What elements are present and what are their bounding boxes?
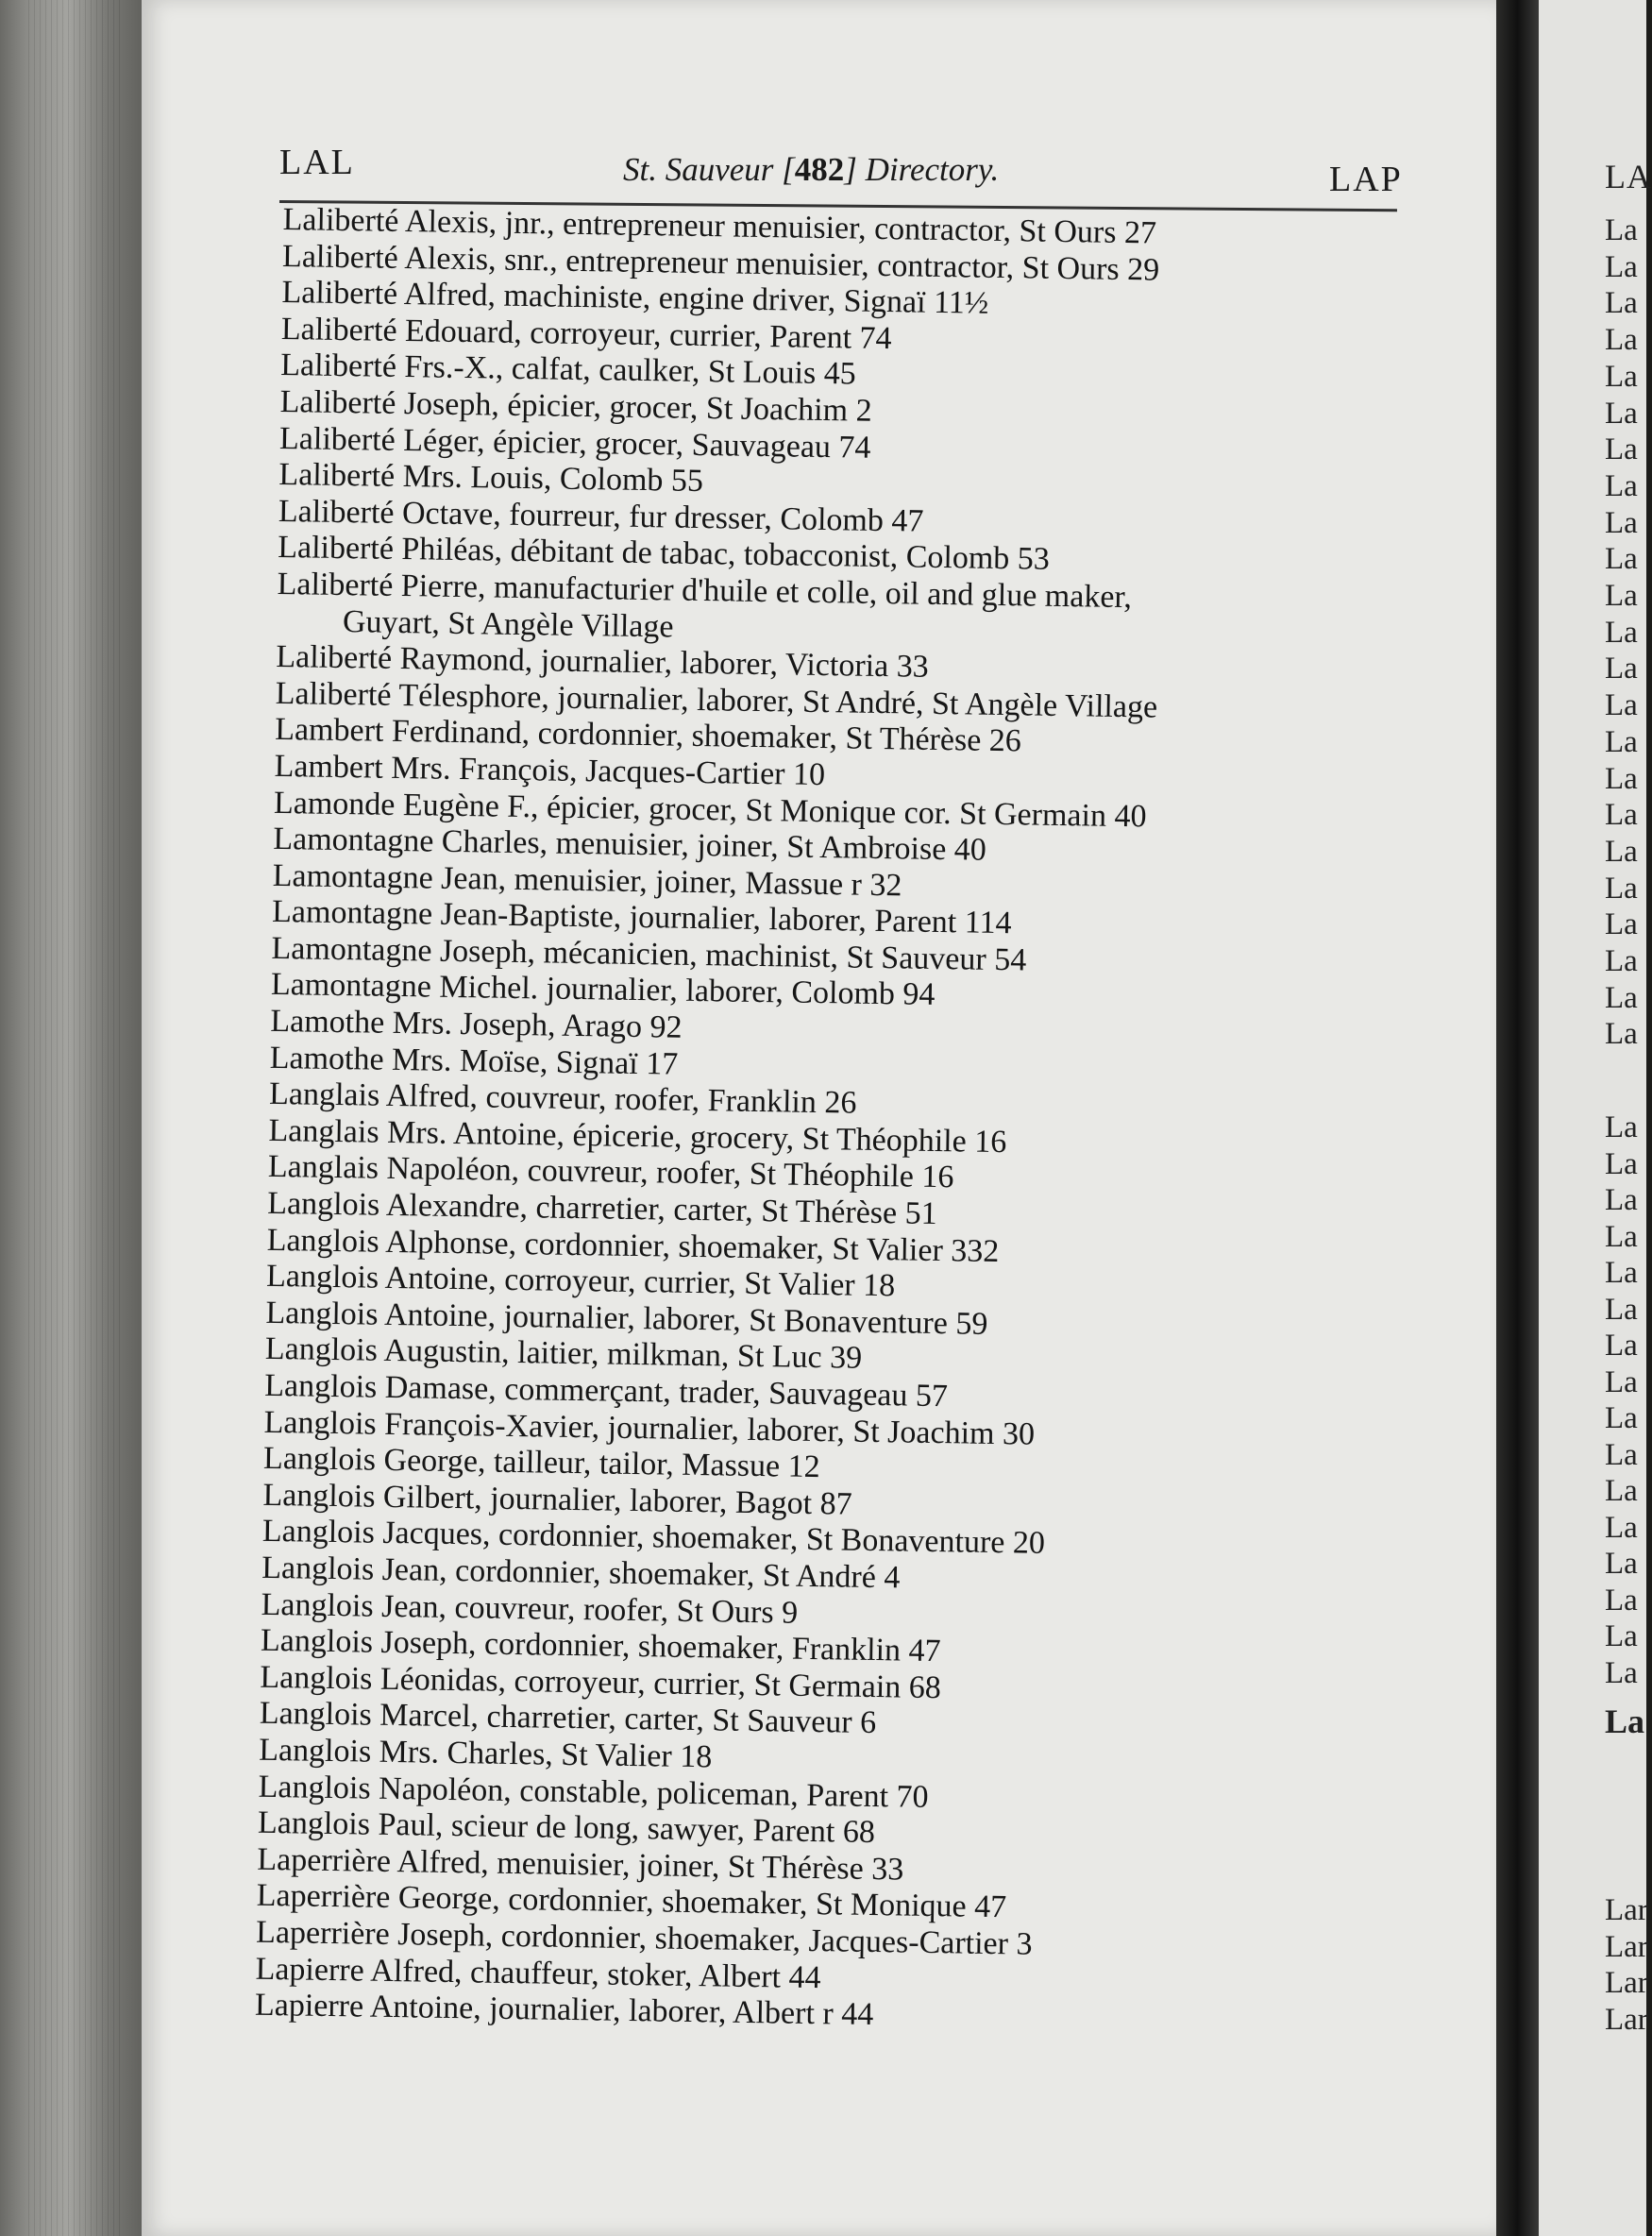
facing-page-entry-fragment: La (1605, 724, 1638, 759)
facing-page-entry-fragment: La (1605, 1510, 1638, 1545)
directory-entry: Laliberté Alfred, machiniste, engine driver, Signaï 11½ (281, 275, 989, 321)
directory-entry: Lamontagne Joseph, mécanicien, machinist, St Sauveur 54 (271, 930, 1027, 978)
directory-entry: Langlois Alphonse, cordonnier, shoemaker, St Valier 332 (266, 1222, 1000, 1269)
directory-entry: Langlois François-Xavier, journalier, laborer, St Joachim 30 (263, 1404, 1036, 1452)
page-number: 482 (794, 151, 845, 188)
facing-page-entry-fragment: La (1605, 468, 1638, 503)
facing-page-entry-fragment: La (1605, 213, 1638, 247)
directory-entry: Langlois Napoléon, constable, policeman, Parent 70 (258, 1769, 929, 1815)
directory-entry: Lamothe Mrs. Joseph, Arago 92 (270, 1003, 683, 1045)
facing-page-entry-fragment: La (1605, 871, 1638, 906)
directory-entry: Laliberté Léger, épicier, grocer, Sauvageau 74 (278, 420, 871, 466)
directory-entry: Langlois Joseph, cordonnier, shoemaker, Franklin 47 (260, 1622, 941, 1669)
directory-entry: Langlois Paul, scieur de long, sawyer, Parent 68 (257, 1804, 876, 1851)
directory-entries (255, 202, 1416, 2041)
header-left-guide: LAL (279, 143, 355, 182)
header-title-pre: St. Sauveur [ (623, 151, 795, 188)
directory-entry: Lamontagne Jean, menuisier, joiner, Massue r 32 (272, 857, 902, 904)
directory-entry: Laliberté Pierre, manufacturier d'huile et colle, oil and glue maker, (277, 566, 1133, 616)
header-title (623, 151, 999, 189)
directory-entry: Langlais Alfred, couvreur, roofer, Franklin 26 (268, 1076, 857, 1121)
directory-entry: Langlais Napoléon, couvreur, roofer, St Théophile 16 (267, 1149, 954, 1195)
facing-page-entry-fragment: La (1605, 323, 1638, 358)
facing-page-entry-fragment: La (1605, 834, 1638, 869)
facing-page-entry-fragment: La (1605, 1292, 1638, 1327)
facing-page-entry-fragment: La (1605, 1437, 1638, 1472)
directory-entry: Laliberté Philéas, débitant de tabac, tobacconist, Colomb 53 (277, 530, 1051, 578)
facing-page-entry-fragment: La (1605, 1256, 1638, 1290)
facing-page-entry-fragment: La (1605, 249, 1638, 284)
directory-entry: Laliberté Télesphore, journalier, laborer, St André, St Angèle Village (275, 675, 1158, 725)
facing-page-entry-fragment: La (1605, 359, 1638, 394)
facing-page-entry-fragment: La (1605, 1219, 1638, 1254)
directory-entry: Lamontagne Jean-Baptiste, journalier, laborer, Parent 114 (271, 894, 1012, 941)
directory-entry: Laliberté Alexis, jnr., entrepreneur menuisier, contractor, St Ours 27 (282, 202, 1157, 251)
book-page-stack (0, 0, 151, 2236)
facing-page-entry-fragment: Lar (1605, 1893, 1648, 1927)
facing-page-entry-fragment: La (1605, 688, 1638, 723)
directory-entry: Langlois Damase, commerçant, trader, Sauvageau 57 (264, 1367, 949, 1414)
directory-entry: Laliberté Joseph, épicier, grocer, St Joachim 2 (279, 383, 872, 429)
directory-entry: Langlois Alexandre, charretier, carter, St Thérèse 51 (267, 1185, 937, 1232)
facing-page-entry-fragment: Lar (1605, 1966, 1648, 2000)
directory-entry: Langlois Mrs. Charles, St Valier 18 (258, 1732, 713, 1775)
facing-page-entry-fragment: La (1605, 1183, 1638, 1217)
facing-page-entry-fragment: Lar (1605, 2002, 1648, 2037)
facing-page-entry-fragment: La (1605, 980, 1638, 1015)
facing-page-entry-fragment: La (1605, 505, 1638, 540)
directory-entry: Laliberté Edouard, corroyeur, currier, Parent 74 (280, 311, 892, 356)
facing-page-entry-fragment: La (1605, 286, 1638, 321)
facing-page-entry-fragment: Lar (1605, 1929, 1648, 1964)
facing-page-entry-fragment: La (1605, 907, 1638, 942)
directory-entry: Lamontagne Charles, menuisier, joiner, St Ambroise 40 (273, 822, 987, 868)
facing-page-entry-fragment: La (1605, 1655, 1638, 1690)
facing-page-entry-fragment: La (1605, 761, 1638, 796)
facing-page (1539, 0, 1652, 2236)
facing-page-entry-fragment: La (1605, 1146, 1638, 1181)
directory-entry: Laliberté Octave, fourreur, fur dresser, Colomb 47 (278, 493, 924, 539)
directory-entry: Lapierre Antoine, journalier, laborer, Albert r 44 (254, 1987, 874, 2033)
directory-entry: Laperrière George, cordonnier, shoemaker, St Monique 47 (256, 1878, 1007, 1925)
directory-entry: Laperrière Alfred, menuisier, joiner, St Thérèse 33 (257, 1841, 904, 1888)
directory-entry: Lamothe Mrs. Moïse, Signaï 17 (269, 1040, 679, 1082)
directory-entry: Laliberté Mrs. Louis, Colomb 55 (278, 457, 704, 500)
facing-page-entry-fragment: La (1605, 615, 1638, 650)
facing-page-entry-fragment: La (1605, 1364, 1638, 1399)
facing-page-entry-fragment: La (1605, 542, 1638, 577)
directory-entry: Lapierre Alfred, chauffeur, stoker, Albert 44 (255, 1951, 821, 1995)
directory-entry-continuation: Guyart, St Angèle Village (342, 603, 674, 645)
facing-page-entry-fragment: La (1605, 1583, 1638, 1618)
facing-page-entry-fragment: La (1605, 652, 1638, 686)
facing-page-entry-fragment: La (1605, 1110, 1638, 1144)
directory-entry: Langlois Augustin, laitier, milkman, St Luc 39 (264, 1331, 863, 1377)
book-gutter (1496, 0, 1539, 2236)
directory-entry: Langlais Mrs. Antoine, épicerie, grocery, St Théophile 16 (268, 1112, 1007, 1160)
directory-entry: Langlois Jean, couvreur, roofer, St Ours 9 (261, 1586, 799, 1631)
directory-entry: Lambert Mrs. François, Jacques-Cartier 10 (274, 748, 826, 792)
directory-entry: Laliberté Alexis, snr., entrepreneur menuisier, contractor, St Ours 29 (281, 238, 1160, 288)
facing-page-entry-fragment: La (1605, 1702, 1645, 1740)
facing-page-entry-fragment: La (1605, 1619, 1638, 1653)
header-title-post: ] Directory. (844, 151, 1000, 188)
facing-page-entry-fragment: La (1605, 432, 1638, 467)
directory-entry: Lambert Ferdinand, cordonnier, shoemaker, St Thérèse 26 (274, 712, 1022, 759)
directory-entry: Lamonde Eugène F., épicier, grocer, St Monique cor. St Germain 40 (273, 785, 1147, 834)
directory-entry: Laperrière Joseph, cordonnier, shoemaker, Jacques-Cartier 3 (255, 1914, 1033, 1962)
facing-page-entry-fragment: La (1605, 1474, 1638, 1508)
directory-entry: Langlois Marcel, charretier, carter, St Sauveur 6 (259, 1696, 877, 1741)
facing-page-entry-fragment: La (1605, 1017, 1638, 1052)
directory-entry: Langlois Gilbert, journalier, laborer, Bagot 87 (262, 1477, 852, 1522)
facing-page-entry-fragment: La (1605, 396, 1638, 431)
facing-page-entry-fragment: La (1605, 1329, 1638, 1363)
directory-entry: Laliberté Raymond, journalier, laborer, Victoria 33 (276, 639, 930, 685)
facing-page-entry-fragment: La (1605, 798, 1638, 833)
directory-entry: Langlois George, tailleur, tailor, Massue 12 (262, 1441, 820, 1485)
facing-page-entry-fragment: La (1605, 1401, 1638, 1435)
facing-page-entry-fragment: La (1605, 1547, 1638, 1581)
directory-entry: Langlois Antoine, journalier, laborer, St Bonaventure 59 (265, 1295, 988, 1342)
directory-entry: Langlois Jean, cordonnier, shoemaker, St André 4 (261, 1550, 901, 1596)
directory-entry: Langlois Léonidas, corroyeur, currier, St Germain 68 (260, 1659, 942, 1705)
directory-entry: Lamontagne Michel. journalier, laborer, Colomb 94 (270, 967, 936, 1013)
directory-entry: Langlois Antoine, corroyeur, currier, St Valier 18 (265, 1259, 896, 1304)
facing-page-entry-fragment: La (1605, 944, 1638, 978)
header-right-guide: LAP (1329, 160, 1403, 199)
directory-entry: Langlois Jacques, cordonnier, shoemaker, St Bonaventure 20 (261, 1514, 1046, 1562)
facing-page-header: LA (1605, 158, 1652, 195)
facing-page-entry-fragment: La (1605, 579, 1638, 613)
directory-entry: Laliberté Frs.-X., calfat, caulker, St Louis 45 (279, 347, 857, 392)
